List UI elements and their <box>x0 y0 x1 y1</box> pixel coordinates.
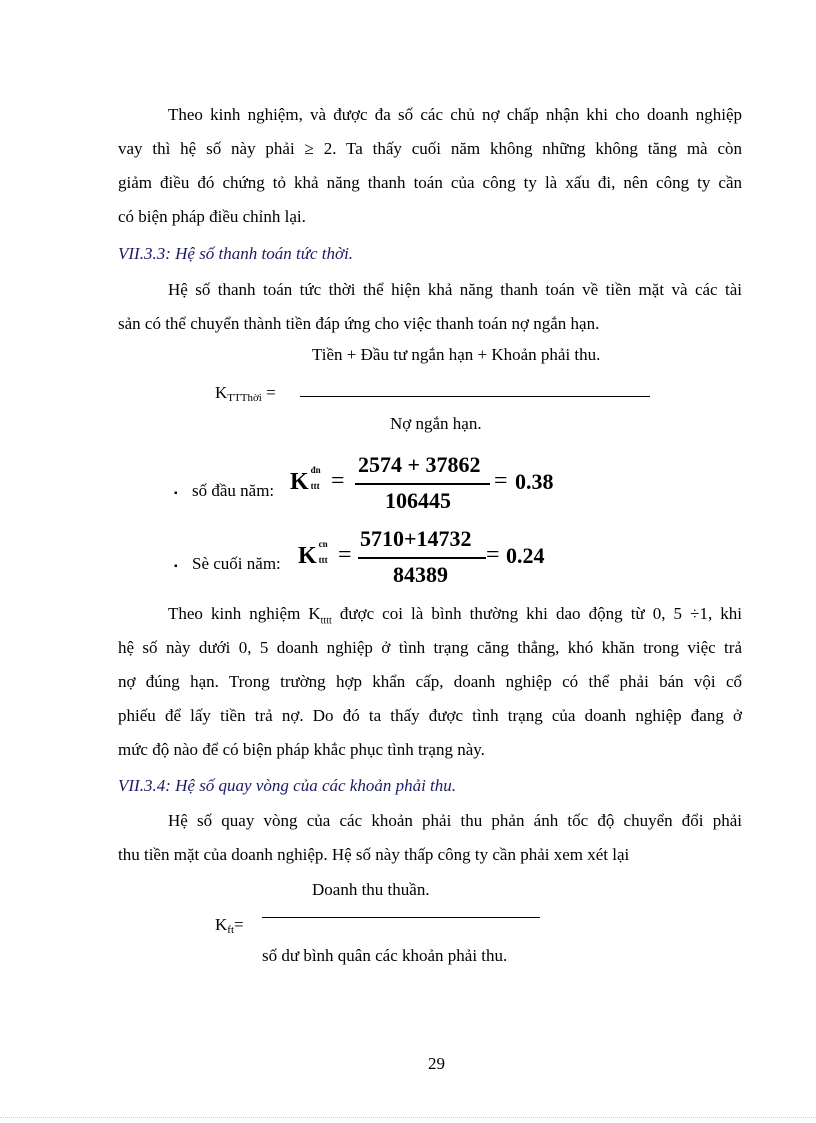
paragraph-line: Hệ số thanh toán tức thời thể hiện khả năng thanh toán về tiền mặt và các tài <box>168 280 742 299</box>
paragraph-line: vay thì hệ số này phải ≥ 2. Ta thấy cuối năm không những không tăng mà còn <box>118 139 742 158</box>
paragraph-line: sản có thể chuyển thành tiền đáp ứng cho việc thanh toán nợ ngắn hạn. <box>118 314 600 333</box>
fraction-bar <box>300 396 650 397</box>
fraction-bar <box>358 557 486 559</box>
k-letter: K <box>290 469 309 495</box>
calc-label: số đầu năm: <box>192 481 275 500</box>
formula-k-subscript: TTThời <box>227 392 262 404</box>
section-heading-receivables-turnover: VII.3.4: Hệ số quay vòng của các khoản phải thu. <box>118 776 457 795</box>
calc-denominator: 84389 <box>393 562 448 587</box>
paragraph-line: hệ số này dưới 0, 5 doanh nghiệp ở tình trạng căng thẳng, khó khăn trong việc trả <box>118 638 742 657</box>
formula-label <box>215 383 276 404</box>
paragraph-line: thu tiền mặt của doanh nghiệp. Hệ số này thấp công ty cần phải xem xét lại <box>118 845 630 864</box>
paragraph-receivables <box>118 804 742 872</box>
paragraph-line: Theo kinh nghiệm $K_{tttt}$ được coi là bình thường khi dao động từ 0, 5 ÷1, khi <box>168 604 742 627</box>
equals-sign: = <box>331 468 345 494</box>
bullet-icon: ▪ <box>174 488 178 499</box>
fraction-bar <box>355 483 490 485</box>
section-heading-instant-ratio: VII.3.3: Hệ số thanh toán tức thời. <box>118 244 354 263</box>
paragraph-line: phiếu để lấy tiền trả nợ. Do đó ta thấy được tình trạng của doanh nghiệp đang ở <box>118 706 742 725</box>
calc-k-symbol <box>298 539 333 570</box>
k-superscript: cn <box>318 539 328 549</box>
bullet-icon: ▪ <box>174 561 178 572</box>
equals-sign: = <box>338 542 352 568</box>
paragraph-line: giảm điều đó chứng tỏ khả năng thanh toán của công ty là xấu đi, nên công ty cần <box>118 173 742 192</box>
paragraph-line: nợ đúng hạn. Trong trường hợp khẩn cấp, doanh nghiệp có thể phải bán vội cổ <box>118 672 742 691</box>
calc-label: Sè cuối năm: <box>192 554 281 573</box>
equals-sign: = <box>494 468 508 494</box>
calc-denominator: 106445 <box>385 488 451 513</box>
formula-equals: = <box>261 383 276 402</box>
formula-denominator: số dư bình quân các khoản phải thu. <box>262 946 508 965</box>
calc-k-symbol <box>290 465 325 496</box>
calc-result: 0.24 <box>506 543 545 568</box>
paragraph-instant-ratio <box>118 273 742 341</box>
formula-denominator: Nợ ngắn hạn. <box>390 414 482 433</box>
formula-label <box>215 915 244 936</box>
formula-k-subscript: ft <box>227 924 235 936</box>
k-subscript: ttt <box>318 555 328 565</box>
page-number: 29 <box>428 1054 445 1073</box>
k-superscript: đn <box>310 465 321 475</box>
page-bottom-border <box>0 1117 816 1118</box>
paragraph-liquidity-note <box>118 98 742 234</box>
paragraph-line: mức độ nào để có biện pháp khắc phục tình trạng này. <box>118 740 485 759</box>
equals-sign: = <box>486 542 500 568</box>
calc-result: 0.38 <box>515 469 554 494</box>
k-letter: K <box>298 543 317 569</box>
formula-k: K <box>215 915 228 934</box>
formula-numerator: Tiền + Đầu tư ngắn hạn + Khoản phải thu. <box>312 345 601 364</box>
paragraph-experience <box>118 597 742 767</box>
formula-k: K <box>215 383 228 402</box>
paragraph-line: có biện pháp điều chỉnh lại. <box>118 207 306 226</box>
k-subscript: ttt <box>310 481 320 491</box>
calc-numerator: 5710+14732 <box>360 526 472 551</box>
fraction-bar <box>262 917 540 918</box>
calc-numerator: 2574 + 37862 <box>358 452 481 477</box>
paragraph-line: Hệ số quay vòng của các khoản phải thu phản ánh tốc độ chuyển đổi phải <box>168 811 742 830</box>
formula-numerator: Doanh thu thuần. <box>312 880 430 899</box>
paragraph-line: Theo kinh nghiệm, và được đa số các chủ nợ chấp nhận khi cho doanh nghiệp <box>168 105 742 124</box>
formula-equals: = <box>234 915 244 934</box>
